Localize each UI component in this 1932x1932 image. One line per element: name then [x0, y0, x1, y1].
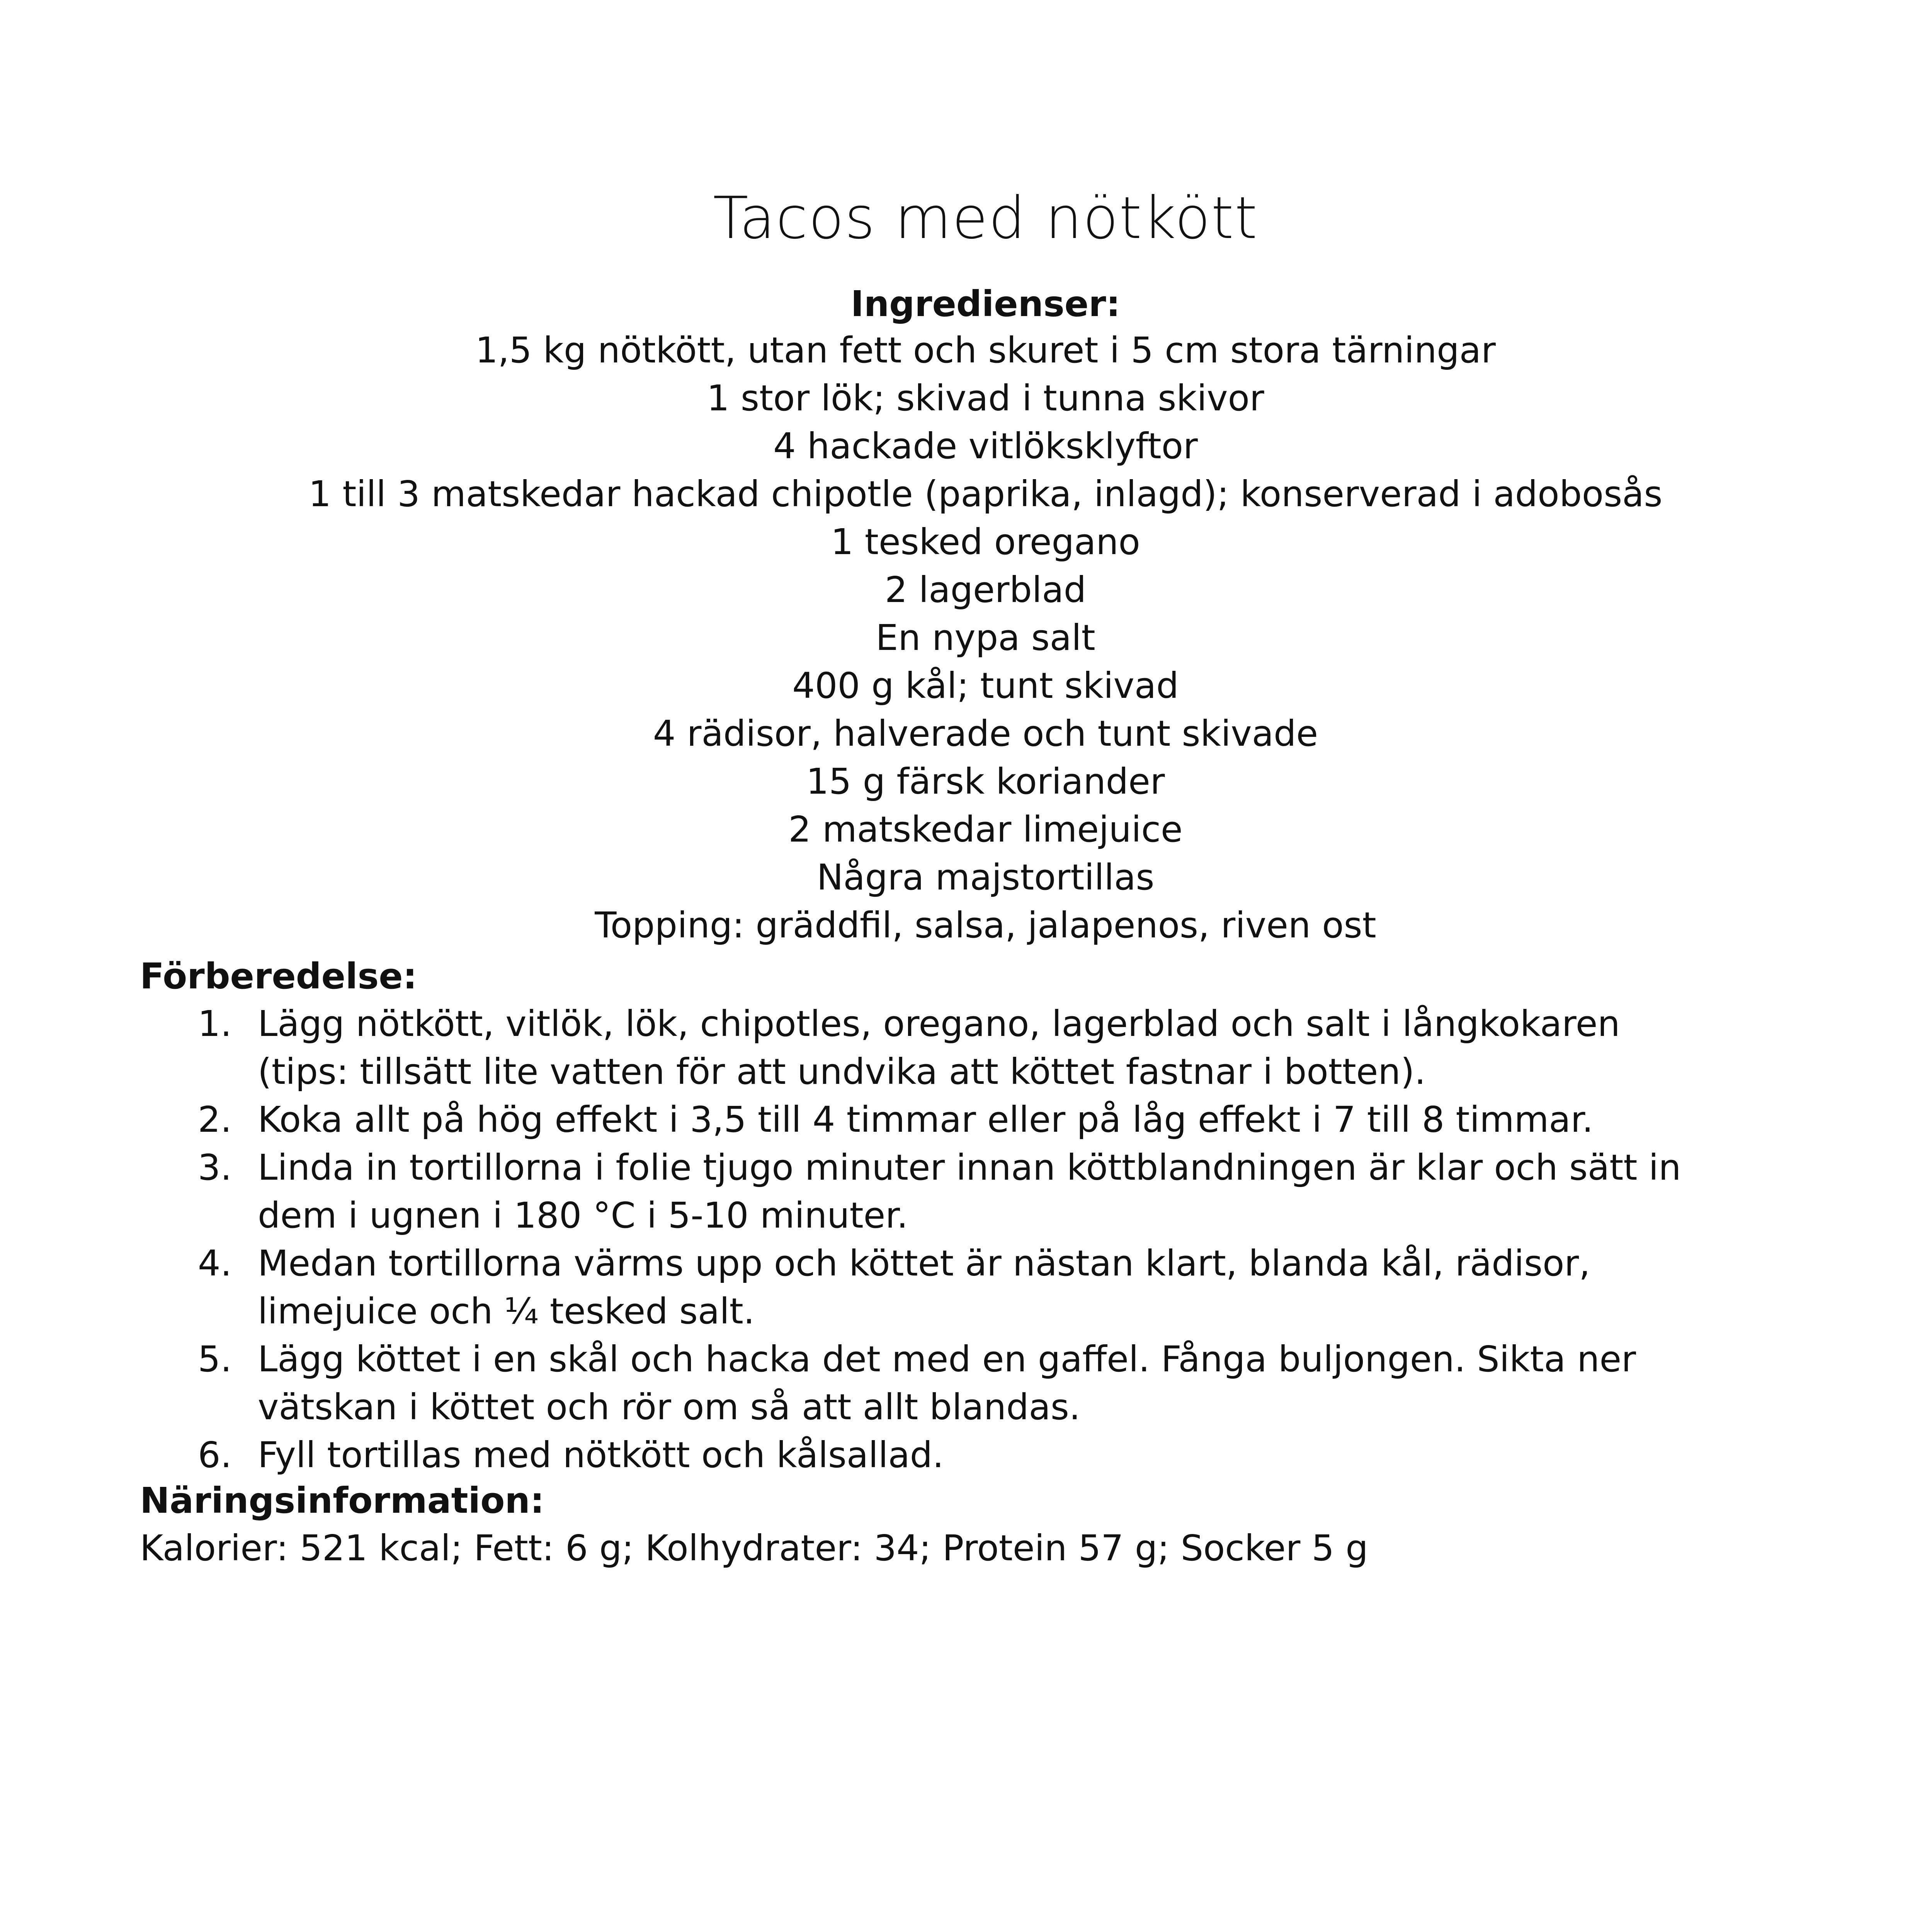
step-text: limejuice och ¼ tesked salt. — [258, 1291, 755, 1332]
step-number: 3. — [198, 1147, 232, 1188]
step-text: Fyll tortillas med nötkött och kålsallad. — [258, 1434, 944, 1476]
ingredient-item: 1 till 3 matskedar hackad chipotle (paprika, inlagd); konserverad i adobosås — [308, 473, 1663, 515]
ingredient-item: 400 g kål; tunt skivad — [792, 665, 1179, 706]
preparation-step — [140, 1240, 1801, 1335]
ingredient-item: Topping: gräddfil, salsa, jalapenos, riven ost — [595, 905, 1376, 946]
step-text: Medan tortillorna värms upp och köttet är nästan klart, blanda kål, rädisor, — [258, 1243, 1590, 1284]
step-text: Koka allt på hög effekt i 3,5 till 4 timmar eller på låg effekt i 7 till 8 timmar. — [258, 1099, 1594, 1140]
ingredients-list — [0, 327, 1932, 949]
preparation-heading: Förberedelse: — [140, 956, 417, 997]
ingredient-item: Några majstortillas — [816, 857, 1155, 898]
step-text: vätskan i köttet och rör om så att allt blandas. — [258, 1386, 1081, 1428]
step-number: 4. — [198, 1243, 232, 1284]
step-text: Lägg köttet i en skål och hacka det med en gaffel. Fånga buljongen. Sikta ner — [258, 1338, 1636, 1380]
preparation-step — [140, 1431, 1801, 1479]
step-number: 5. — [198, 1338, 232, 1380]
ingredient-item: 2 lagerblad — [884, 569, 1087, 611]
step-text: Lägg nötkött, vitlök, lök, chipotles, oregano, lagerblad och salt i långkokaren — [258, 1003, 1620, 1044]
preparation-step — [140, 1000, 1801, 1096]
ingredient-item: 2 matskedar limejuice — [788, 809, 1183, 850]
nutrition-heading: Näringsinformation: — [140, 1480, 544, 1521]
ingredient-item: 15 g färsk koriander — [806, 761, 1165, 802]
preparation-step — [140, 1096, 1801, 1144]
step-text: (tips: tillsätt lite vatten för att undvika att köttet fastnar i botten). — [258, 1051, 1426, 1092]
ingredient-item: 1,5 kg nötkött, utan fett och skuret i 5 cm stora tärningar — [475, 330, 1496, 371]
step-number: 1. — [198, 1003, 232, 1044]
recipe-title: Tacos med nötkött — [713, 185, 1258, 252]
step-number: 6. — [198, 1434, 232, 1476]
ingredient-item: 1 stor lök; skivad i tunna skivor — [707, 378, 1264, 419]
ingredient-item: 4 rädisor, halverade och tunt skivade — [653, 713, 1318, 754]
step-text: Linda in tortillorna i folie tjugo minuter innan köttblandningen är klar och sätt in — [258, 1147, 1681, 1188]
nutrition-info: Kalorier: 521 kcal; Fett: 6 g; Kolhydrater: 34; Protein 57 g; Socker 5 g — [140, 1527, 1368, 1569]
ingredients-heading: Ingredienser: — [850, 283, 1121, 325]
step-number: 2. — [198, 1099, 232, 1140]
ingredient-item: 1 tesked oregano — [831, 521, 1140, 563]
preparation-step — [140, 1335, 1801, 1431]
step-text: dem i ugnen i 180 °C i 5-10 minuter. — [258, 1195, 908, 1236]
preparation-step — [140, 1144, 1801, 1240]
ingredient-item: 4 hackade vitlöksklyftor — [773, 425, 1198, 467]
ingredient-item: En nypa salt — [876, 617, 1095, 658]
preparation-steps — [140, 1000, 1801, 1479]
